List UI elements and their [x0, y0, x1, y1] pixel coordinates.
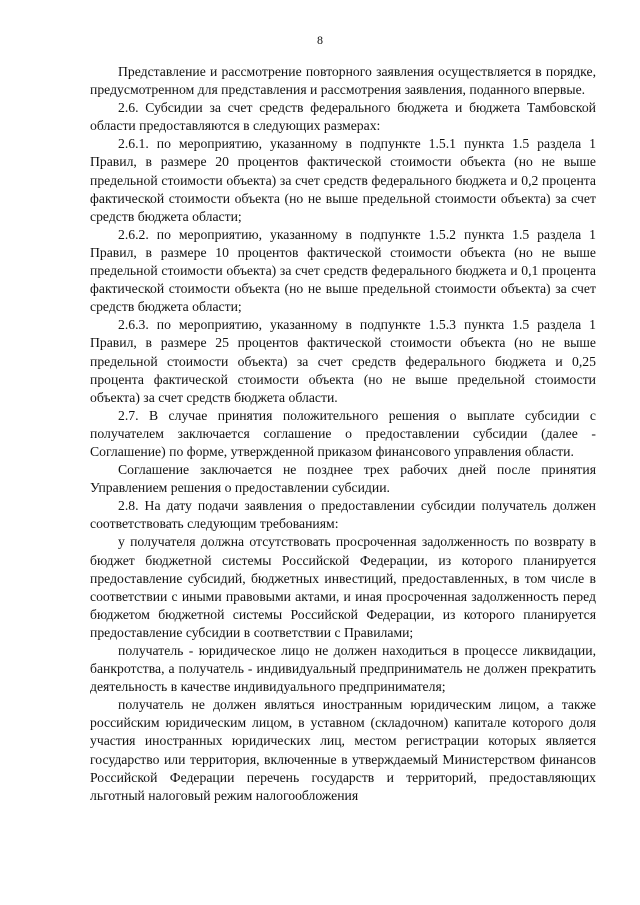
paragraph-2-8: 2.8. На дату подачи заявления о предоставлении субсидии получатель должен соответствовать следующим требованиям: — [90, 498, 596, 532]
paragraph-2-6: 2.6. Субсидии за счет средств федерального бюджета и бюджета Тамбовской области предоставляются в следующих размерах: — [90, 100, 596, 134]
paragraph-requirement-debt: у получателя должна отсутствовать просроченная задолженность по возврату в бюджет бюджетной системы Российской Федерации, из которого планируется предоставление субсидий, бюджетных инвестиций, предоставленных, в том числе в соответствии с иными правовыми актами, и иная просроченная задолженность перед бюджетом бюджетной системы Российской Федерации, из которого планируется предоставление субсидии в соответствии с Правилами; — [90, 534, 596, 640]
page-number: 8 — [317, 33, 323, 47]
paragraph-2-6-1: 2.6.1. по мероприятию, указанному в подпункте 1.5.1 пункта 1.5 раздела 1 Правил, в размере 20 процентов фактической стоимости объекта (но не выше предельной стоимости объекта) за счет средств федерального бюджета и 0,2 процента фактической стоимости объекта (но не выше предельной стоимости объекта) за счет средств бюджета области; — [90, 136, 596, 224]
paragraph-repeat-application: Представление и рассмотрение повторного заявления осуществляется в порядке, предусмотренном для представления и рассмотрения заявления, поданного впервые. — [90, 64, 596, 98]
paragraph-2-6-3: 2.6.3. по мероприятию, указанному в подпункте 1.5.3 пункта 1.5 раздела 1 Правил, в размере 25 процентов фактической стоимости объекта (но не выше предельной стоимости объекта) за счет средств федерального бюджета и 0,25 процента фактической стоимости объекта (но не выше предельной стоимости объекта) за счет средств бюджета области. — [90, 317, 596, 405]
paragraph-requirement-foreign: получатель не должен являться иностранным юридическим лицом, а также российским юридическим лицом, в уставном (складочном) капитале которого доля участия иностранных юридических лиц, местом регистрации которых является государство или территория, включенные в утверждаемый Министерством финансов Российской Федерации перечень государств и территорий, предоставляющих льготный налоговый режим налогообложения — [90, 697, 596, 803]
document-body — [90, 63, 596, 805]
paragraph-2-7: 2.7. В случае принятия положительного решения о выплате субсидии с получателем заключается соглашение о предоставлении субсидии (далее - Соглашение) по форме, утвержденной приказом финансового управления области. — [90, 407, 596, 459]
paragraph-agreement-term: Соглашение заключается не позднее трех рабочих дней после принятия Управлением решения о предоставлении субсидии. — [90, 462, 596, 496]
paragraph-2-6-2: 2.6.2. по мероприятию, указанному в подпункте 1.5.2 пункта 1.5 раздела 1 Правил, в размере 10 процентов фактической стоимости объекта (но не выше предельной стоимости объекта) за счет средств федерального бюджета и 0,1 процента фактической стоимости объекта (но не выше предельной стоимости объекта) за счет средств бюджета области; — [90, 226, 596, 315]
paragraph-requirement-liquidation: получатель - юридическое лицо не должен находиться в процессе ликвидации, банкротства, а получатель - индивидуальный предприниматель не должен прекратить деятельность в качестве индивидуального предпринимателя; — [90, 643, 596, 695]
